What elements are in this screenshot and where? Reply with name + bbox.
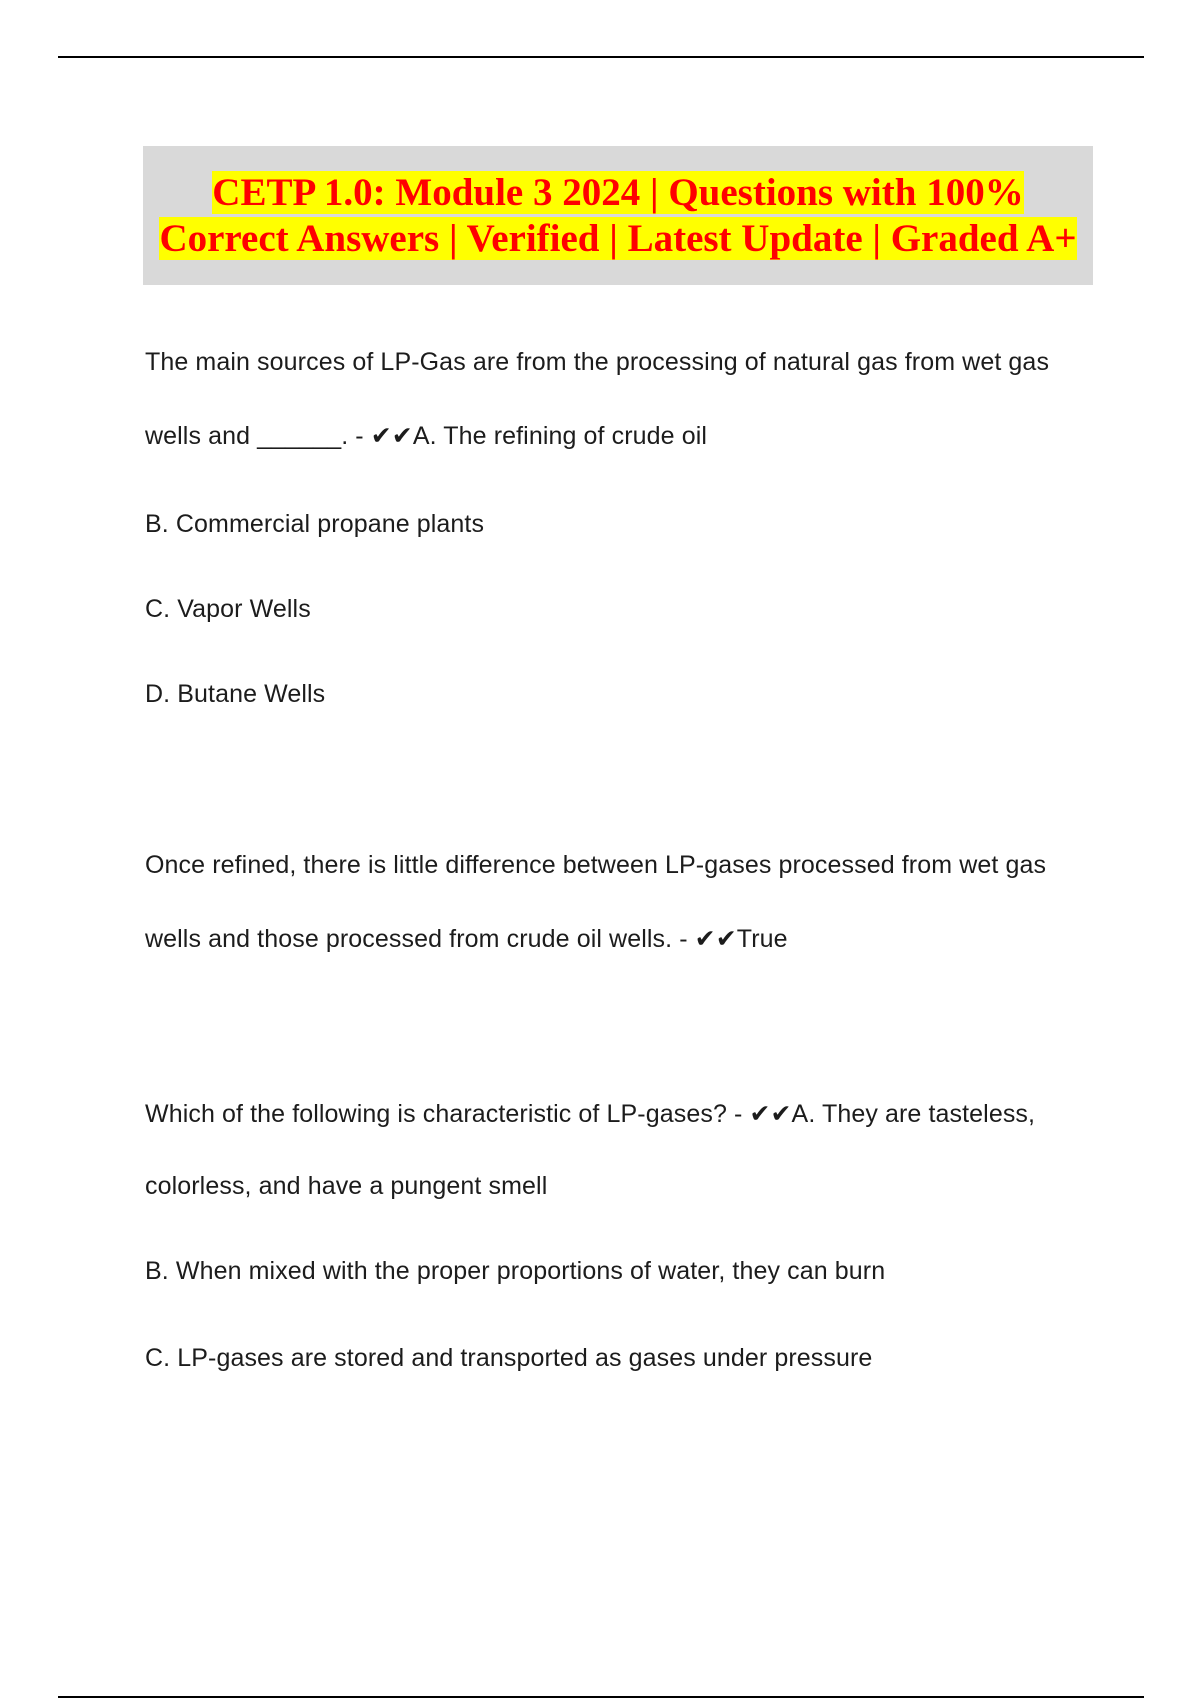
- question-1-line-1: The main sources of LP-Gas are from the processing of natural gas from wet gas: [145, 348, 1050, 376]
- question-3-option-c: C. LP-gases are stored and transported as gases under pressure: [145, 1344, 873, 1372]
- question-1-option-d: D. Butane Wells: [145, 680, 326, 708]
- title-banner: [143, 146, 1093, 285]
- question-3-line-1: Which of the following is characteristic of LP-gases? - ✔✔A. They are tasteless,: [145, 1100, 1036, 1128]
- question-1-option-b: B. Commercial propane plants: [145, 510, 485, 538]
- question-2-line-1: Once refined, there is little difference between LP-gases processed from wet gas: [145, 851, 1047, 879]
- question-2-line-2: wells and those processed from crude oil wells. - ✔✔True: [145, 925, 788, 953]
- footer-rule: [58, 1696, 1144, 1698]
- header-rule: [58, 56, 1144, 58]
- document-title: CETP 1.0: Module 3 2024 | Questions with 100% Correct Answers | Verified | Latest Update | Graded A+: [159, 170, 1077, 260]
- question-3-line-2: colorless, and have a pungent smell: [145, 1172, 548, 1200]
- question-1-option-c: C. Vapor Wells: [145, 595, 311, 623]
- question-1-line-2: wells and ______. - ✔✔A. The refining of crude oil: [145, 422, 708, 450]
- question-3-option-b: B. When mixed with the proper proportions of water, they can burn: [145, 1257, 886, 1285]
